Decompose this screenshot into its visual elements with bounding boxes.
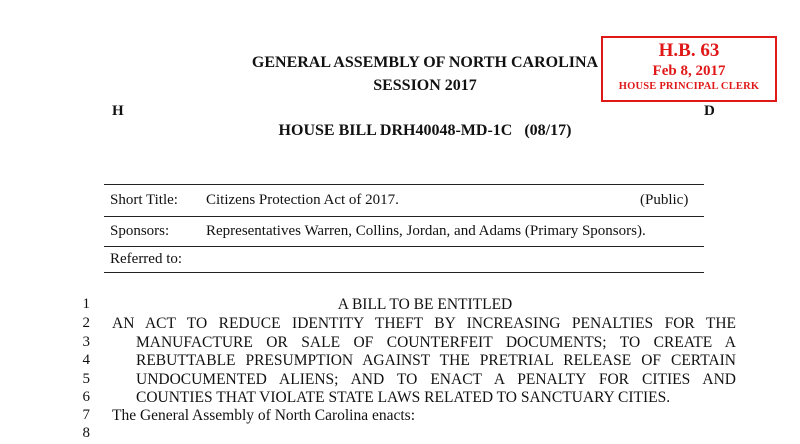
sponsors-label: Sponsors: [110, 223, 170, 239]
info-rule-2 [104, 246, 704, 247]
bill-title-line: UNDOCUMENTED ALIENS; AND TO ENACT A PENALTY FOR CITIES AND [136, 371, 736, 388]
line-number: 8 [82, 425, 90, 441]
stamp-bill-number: H.B. 63 [658, 40, 720, 61]
short-title-value: Citizens Protection Act of 2017. [206, 192, 399, 208]
bill-draft-id: HOUSE BILL DRH40048-MD-1C (08/17) [278, 122, 572, 139]
bill-heading: A BILL TO BE ENTITLED [337, 296, 513, 313]
filing-stamp [601, 36, 777, 102]
line-number: 7 [82, 407, 90, 423]
bill-title-line: REBUTTABLE PRESUMPTION AGAINST THE PRETRIAL RELEASE OF CERTAIN [136, 352, 736, 369]
line-number: 1 [82, 296, 90, 312]
line-number: 6 [82, 389, 90, 405]
enacting-clause: The General Assembly of North Carolina enacts: [112, 407, 416, 424]
stamp-clerk: HOUSE PRINCIPAL CLERK [618, 81, 760, 92]
short-title-label: Short Title: [110, 192, 178, 208]
line-number: 4 [82, 352, 90, 368]
bill-title-line: MANUFACTURE OR SALE OF COUNTERFEIT DOCUMENTS; TO CREATE A [136, 334, 736, 351]
info-rule-1 [104, 216, 704, 217]
chamber-letter-left: H [112, 103, 124, 119]
stamp-date: Feb 8, 2017 [652, 63, 726, 79]
referred-label: Referred to: [110, 251, 183, 267]
bill-title-line: COUNTIES THAT VIOLATE STATE LAWS RELATED TO SANCTUARY CITIES. [136, 389, 671, 406]
assembly-title: GENERAL ASSEMBLY OF NORTH CAROLINA [251, 54, 599, 71]
line-number: 5 [82, 371, 90, 387]
public-tag: (Public) [640, 192, 689, 208]
session-title: SESSION 2017 [373, 77, 477, 94]
line-number: 2 [82, 315, 90, 331]
line-number: 3 [82, 334, 90, 350]
info-rule-top [104, 184, 704, 185]
chamber-letter-right: D [704, 103, 715, 119]
sponsors-value: Representatives Warren, Collins, Jordan, and Adams (Primary Sponsors). [206, 223, 646, 239]
info-rule-bottom [104, 272, 704, 273]
bill-title-line: AN ACT TO REDUCE IDENTITY THEFT BY INCREASING PENALTIES FOR THE [112, 315, 736, 332]
